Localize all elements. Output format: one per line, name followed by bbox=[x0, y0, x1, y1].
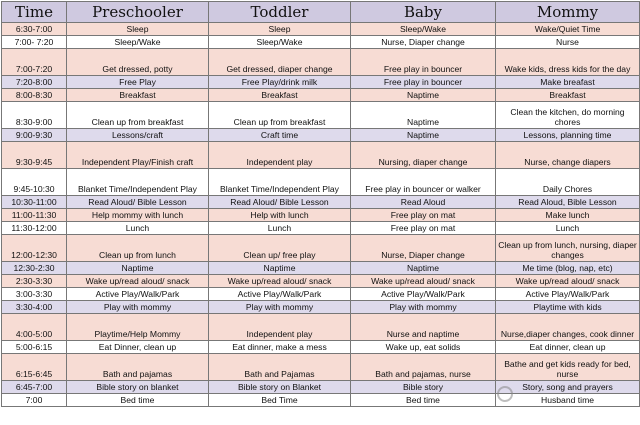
table-row bbox=[2, 196, 640, 209]
cell-preschooler: Breakfast bbox=[67, 89, 209, 102]
cell-mommy: Wake up/read aloud/ snack bbox=[496, 275, 640, 288]
cell-baby: Nurse, Diaper change bbox=[351, 36, 496, 49]
cell-time: 9:45-10:30 bbox=[2, 169, 67, 196]
header-row bbox=[2, 2, 640, 23]
cell-preschooler: Sleep bbox=[67, 23, 209, 36]
cell-baby: Free play on mat bbox=[351, 209, 496, 222]
cell-time: 6:15-6:45 bbox=[2, 354, 67, 381]
cell-time: 11:00-11:30 bbox=[2, 209, 67, 222]
cell-toddler: Read Aloud/ Bible Lesson bbox=[209, 196, 351, 209]
table-row bbox=[2, 288, 640, 301]
table-row bbox=[2, 36, 640, 49]
cell-time: 8:00-8:30 bbox=[2, 89, 67, 102]
cell-baby: Active Play/Walk/Park bbox=[351, 288, 496, 301]
cell-mommy: Read Aloud, Bible Lesson bbox=[496, 196, 640, 209]
cell-preschooler: Naptime bbox=[67, 262, 209, 275]
cell-baby: Free play on mat bbox=[351, 222, 496, 235]
cell-toddler: Get dressed, diaper change bbox=[209, 49, 351, 76]
table-row bbox=[2, 23, 640, 36]
table-row bbox=[2, 301, 640, 314]
cell-baby: Naptime bbox=[351, 262, 496, 275]
table-row bbox=[2, 102, 640, 129]
cell-preschooler: Bible story on blanket bbox=[67, 381, 209, 394]
cell-mommy: Clean the kitchen, do morning chores bbox=[496, 102, 640, 129]
cell-baby: Play with mommy bbox=[351, 301, 496, 314]
cell-time: 12:00-12:30 bbox=[2, 235, 67, 262]
cell-time: 10:30-11:00 bbox=[2, 196, 67, 209]
table-row bbox=[2, 169, 640, 196]
cell-toddler: Wake up/read aloud/ snack bbox=[209, 275, 351, 288]
table-row bbox=[2, 354, 640, 381]
cell-baby: Free play in bouncer bbox=[351, 76, 496, 89]
cell-baby: Free play in bouncer or walker bbox=[351, 169, 496, 196]
table-row bbox=[2, 209, 640, 222]
schedule-body bbox=[2, 23, 640, 407]
cell-preschooler: Help mommy with lunch bbox=[67, 209, 209, 222]
cell-mommy: Story, song and prayers bbox=[496, 381, 640, 394]
cell-toddler: Independent play bbox=[209, 142, 351, 169]
cell-preschooler: Get dressed, potty bbox=[67, 49, 209, 76]
cell-time: 7:20-8:00 bbox=[2, 76, 67, 89]
cell-mommy: Wake/Quiet Time bbox=[496, 23, 640, 36]
cell-mommy: Daily Chores bbox=[496, 169, 640, 196]
cell-toddler: Bath and Pajamas bbox=[209, 354, 351, 381]
cell-toddler: Help with lunch bbox=[209, 209, 351, 222]
cell-preschooler: Lunch bbox=[67, 222, 209, 235]
cell-time: 2:30-3:30 bbox=[2, 275, 67, 288]
cell-time: 8:30-9:00 bbox=[2, 102, 67, 129]
cell-toddler: Sleep bbox=[209, 23, 351, 36]
cell-preschooler: Active Play/Walk/Park bbox=[67, 288, 209, 301]
table-row bbox=[2, 142, 640, 169]
cell-mommy: Playtime with kids bbox=[496, 301, 640, 314]
cell-time: 9:30-9:45 bbox=[2, 142, 67, 169]
cell-baby: Free play in bouncer bbox=[351, 49, 496, 76]
cell-toddler: Free Play/drink milk bbox=[209, 76, 351, 89]
cell-mommy: Lessons, planning time bbox=[496, 129, 640, 142]
cell-baby: Naptime bbox=[351, 89, 496, 102]
cell-mommy: Eat dinner, clean up bbox=[496, 341, 640, 354]
cell-baby: Read Aloud bbox=[351, 196, 496, 209]
cell-preschooler: Bath and pajamas bbox=[67, 354, 209, 381]
cell-preschooler: Blanket Time/Independent Play bbox=[67, 169, 209, 196]
cell-time: 7:00 bbox=[2, 394, 67, 407]
cell-preschooler: Bed time bbox=[67, 394, 209, 407]
cell-baby: Wake up, eat solids bbox=[351, 341, 496, 354]
table-row bbox=[2, 341, 640, 354]
cell-mommy: Active Play/Walk/Park bbox=[496, 288, 640, 301]
cell-mommy: Wake kids, dress kids for the day bbox=[496, 49, 640, 76]
cell-preschooler: Play with mommy bbox=[67, 301, 209, 314]
cell-preschooler: Sleep/Wake bbox=[67, 36, 209, 49]
table-row bbox=[2, 49, 640, 76]
cell-preschooler: Eat Dinner, clean up bbox=[67, 341, 209, 354]
cell-preschooler: Lessons/craft bbox=[67, 129, 209, 142]
table-row bbox=[2, 222, 640, 235]
cell-toddler: Independent play bbox=[209, 314, 351, 341]
cell-toddler: Play with mommy bbox=[209, 301, 351, 314]
cell-baby: Wake up/read aloud/ snack bbox=[351, 275, 496, 288]
cell-toddler: Clean up from breakfast bbox=[209, 102, 351, 129]
cell-mommy: Lunch bbox=[496, 222, 640, 235]
cell-toddler: Breakfast bbox=[209, 89, 351, 102]
cell-toddler: Bed Time bbox=[209, 394, 351, 407]
table-row bbox=[2, 129, 640, 142]
cell-mommy: Husband time bbox=[496, 394, 640, 407]
column-header-toddler: Toddler bbox=[209, 2, 351, 23]
cell-time: 9:00-9:30 bbox=[2, 129, 67, 142]
cell-toddler: Naptime bbox=[209, 262, 351, 275]
cell-baby: Bible story bbox=[351, 381, 496, 394]
cell-mommy: Nurse, change diapers bbox=[496, 142, 640, 169]
cell-preschooler: Independent Play/Finish craft bbox=[67, 142, 209, 169]
cell-toddler: Lunch bbox=[209, 222, 351, 235]
cell-toddler: Eat dinner, make a mess bbox=[209, 341, 351, 354]
table-row bbox=[2, 76, 640, 89]
cell-time: 7:00- 7:20 bbox=[2, 36, 67, 49]
table-row bbox=[2, 381, 640, 394]
cell-time: 3:30-4:00 bbox=[2, 301, 67, 314]
table-row bbox=[2, 89, 640, 102]
cell-mommy: Nurse bbox=[496, 36, 640, 49]
cell-toddler: Bible story on Blanket bbox=[209, 381, 351, 394]
cell-toddler: Sleep/Wake bbox=[209, 36, 351, 49]
cell-mommy: Breakfast bbox=[496, 89, 640, 102]
cell-time: 12:30-2:30 bbox=[2, 262, 67, 275]
cell-mommy: Bathe and get kids ready for bed, nurse bbox=[496, 354, 640, 381]
cell-toddler: Craft time bbox=[209, 129, 351, 142]
schedule-table bbox=[1, 1, 640, 407]
cell-mommy: Make breafast bbox=[496, 76, 640, 89]
table-row bbox=[2, 235, 640, 262]
cell-time: 5:00-6:15 bbox=[2, 341, 67, 354]
table-row bbox=[2, 314, 640, 341]
cell-time: 4:00-5:00 bbox=[2, 314, 67, 341]
cell-baby: Sleep/Wake bbox=[351, 23, 496, 36]
cell-preschooler: Wake up/read aloud/ snack bbox=[67, 275, 209, 288]
cell-baby: Naptime bbox=[351, 102, 496, 129]
cell-time: 6:45-7:00 bbox=[2, 381, 67, 394]
cell-baby: Bath and pajamas, nurse bbox=[351, 354, 496, 381]
cell-baby: Naptime bbox=[351, 129, 496, 142]
cell-preschooler: Playtime/Help Mommy bbox=[67, 314, 209, 341]
cell-mommy: Clean up from lunch, nursing, diaper changes bbox=[496, 235, 640, 262]
cell-preschooler: Read Aloud/ Bible Lesson bbox=[67, 196, 209, 209]
cell-baby: Nursing, diaper change bbox=[351, 142, 496, 169]
cell-preschooler: Free Play bbox=[67, 76, 209, 89]
cell-baby: Bed time bbox=[351, 394, 496, 407]
cell-time: 11:30-12:00 bbox=[2, 222, 67, 235]
cell-preschooler: Clean up from breakfast bbox=[67, 102, 209, 129]
cell-mommy: Nurse,diaper changes, cook dinner bbox=[496, 314, 640, 341]
column-header-time: Time bbox=[2, 2, 67, 23]
table-row bbox=[2, 275, 640, 288]
table-row bbox=[2, 394, 640, 407]
cell-toddler: Blanket Time/Independent Play bbox=[209, 169, 351, 196]
cell-time: 7:00-7:20 bbox=[2, 49, 67, 76]
cell-baby: Nurse, Diaper change bbox=[351, 235, 496, 262]
cell-toddler: Active Play/Walk/Park bbox=[209, 288, 351, 301]
column-header-baby: Baby bbox=[351, 2, 496, 23]
column-header-preschooler: Preschooler bbox=[67, 2, 209, 23]
cell-mommy: Me time (blog, nap, etc) bbox=[496, 262, 640, 275]
cell-time: 3:00-3:30 bbox=[2, 288, 67, 301]
column-header-mommy: Mommy bbox=[496, 2, 640, 23]
cell-toddler: Clean up/ free play bbox=[209, 235, 351, 262]
cell-time: 6:30-7:00 bbox=[2, 23, 67, 36]
cell-mommy: Make lunch bbox=[496, 209, 640, 222]
cell-baby: Nurse and naptime bbox=[351, 314, 496, 341]
table-row bbox=[2, 262, 640, 275]
cell-preschooler: Clean up from lunch bbox=[67, 235, 209, 262]
